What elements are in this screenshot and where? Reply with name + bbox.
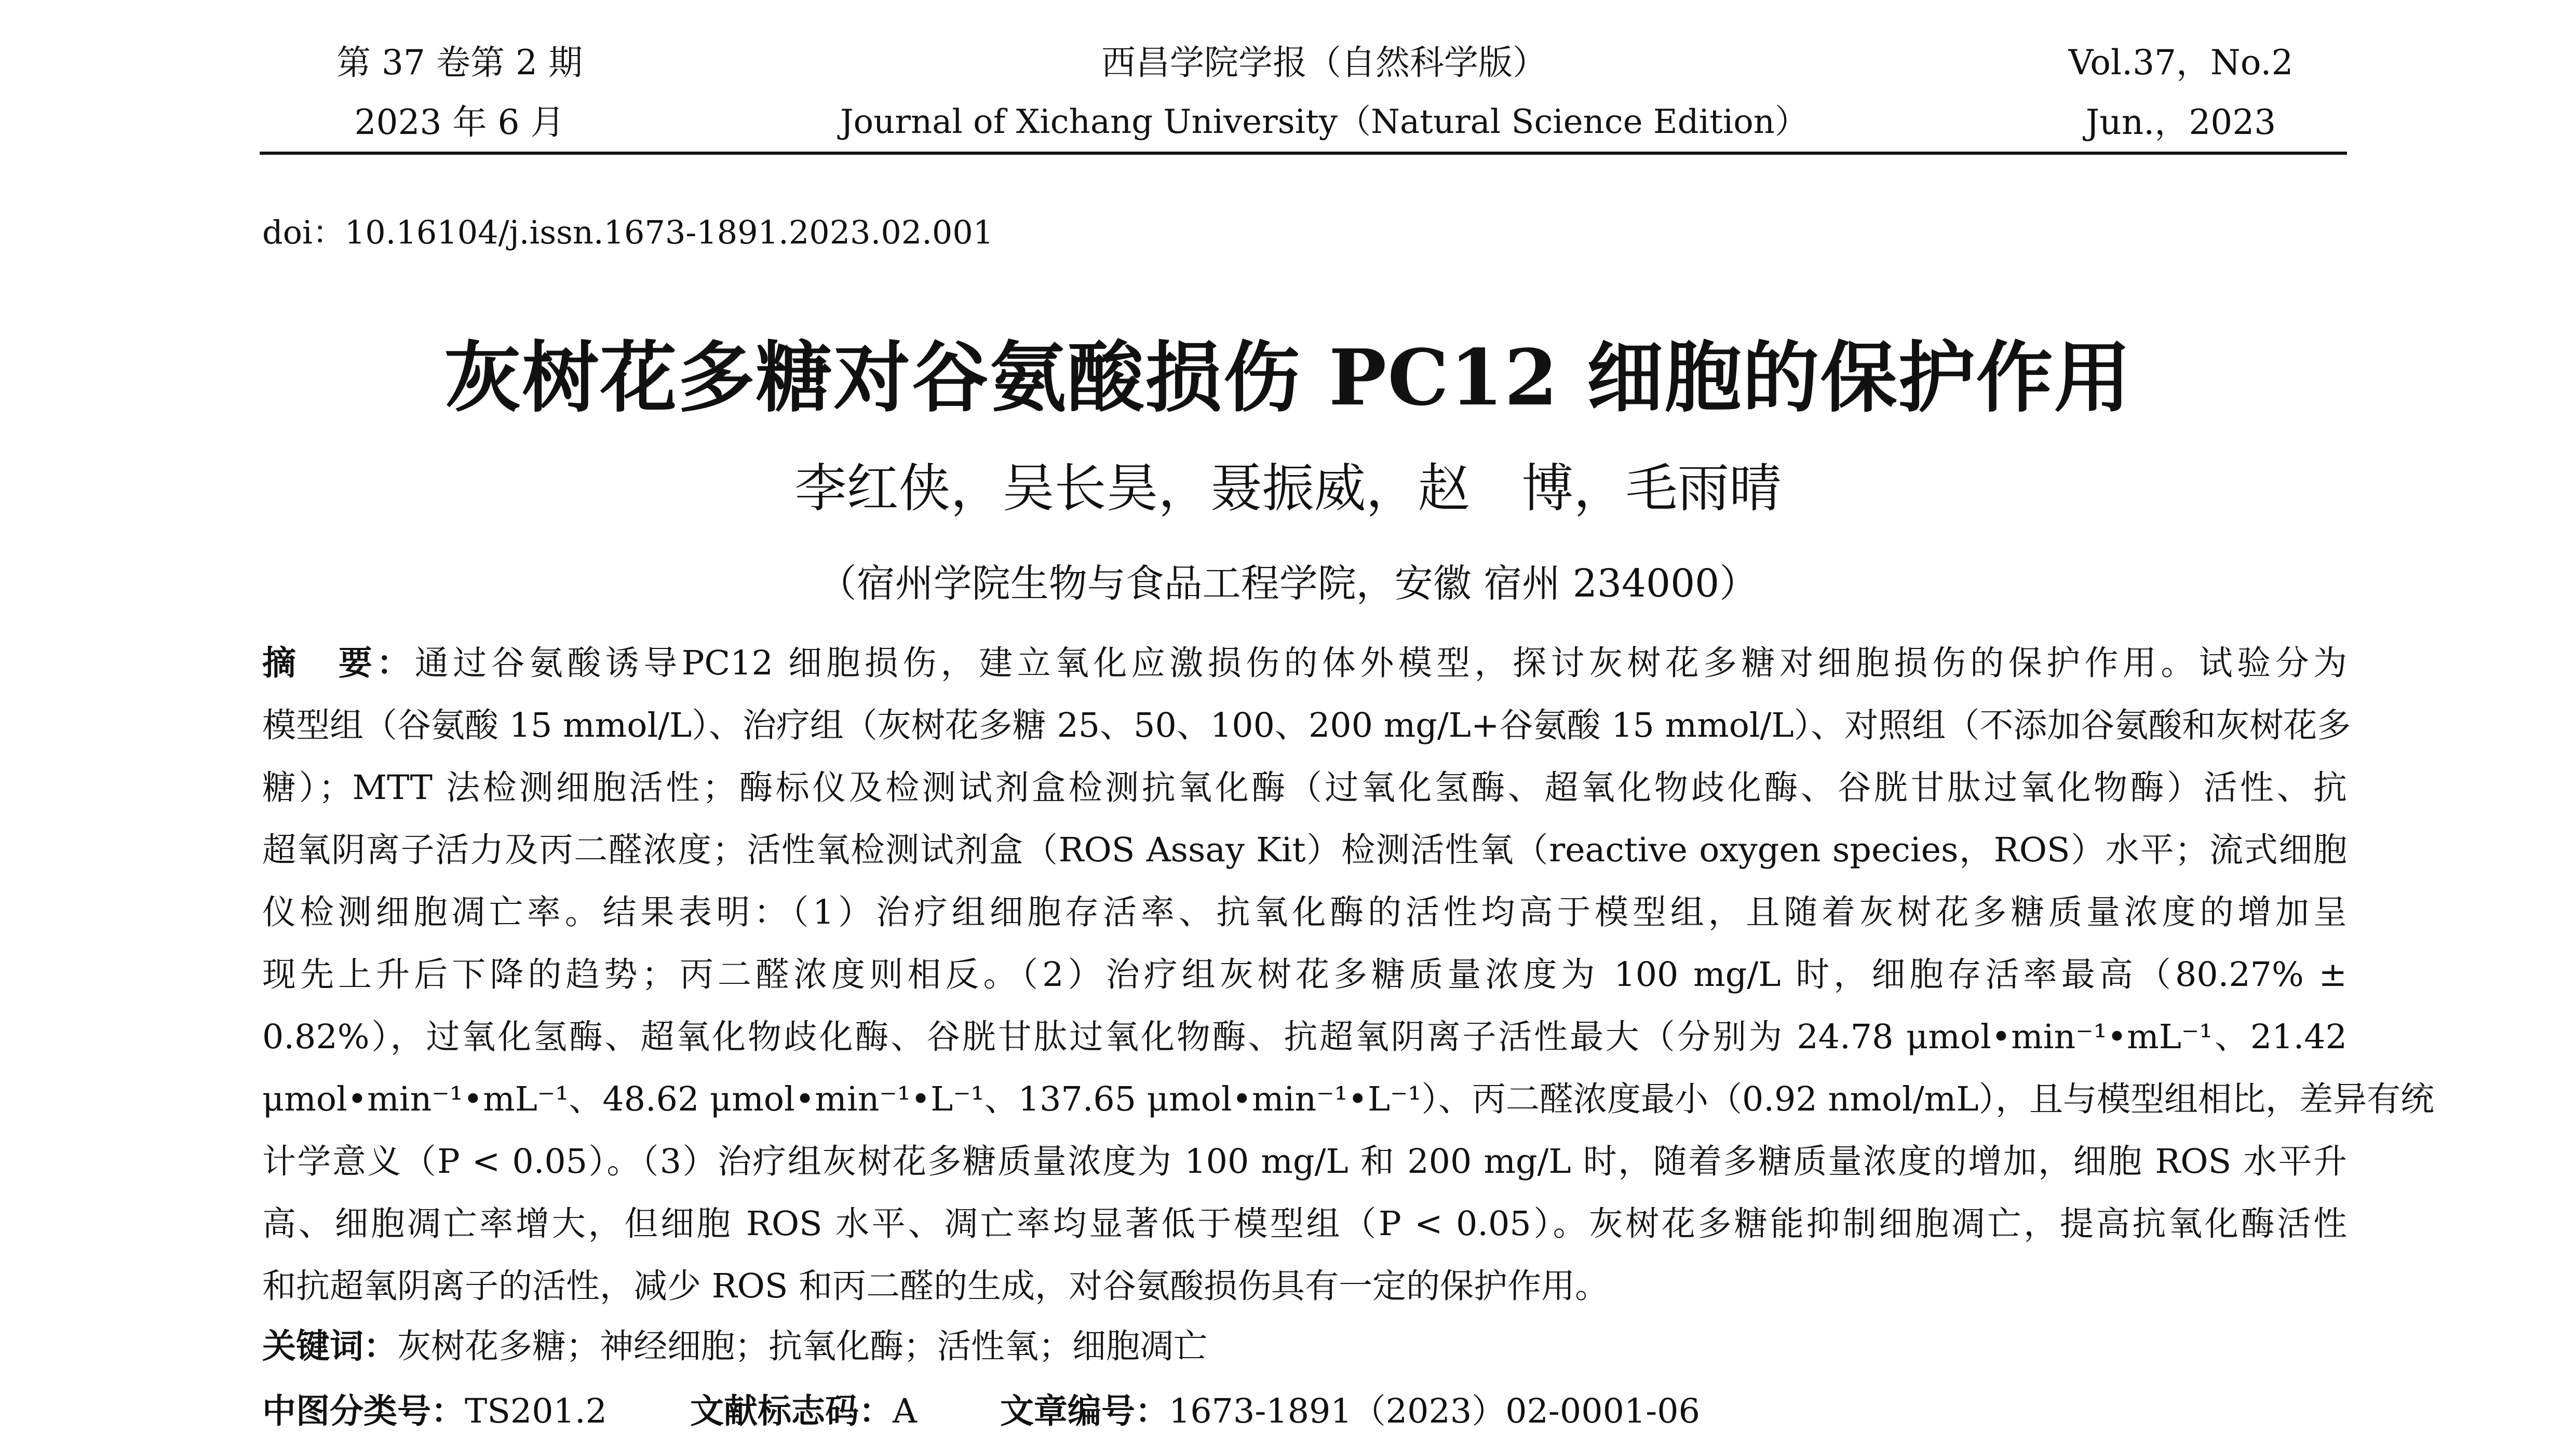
paper-title: 灰树花多糖对谷氨酸损伤 PC12 细胞的保护作用 [444, 332, 2132, 423]
header-volume-issue-en: Vol.37，No.2 [2068, 43, 2294, 83]
abstract-line: 计学意义（P < 0.05）。（3）治疗组灰树花多糖质量浓度为 100 mg/L 和 200 mg/L 时，随着多糖质量浓度的增加，细胞 ROS 水平升 [262, 1142, 2347, 1181]
authors: 李红侠，吴长昊，聂振威，赵 博，毛雨晴 [794, 458, 1782, 519]
header-rule [260, 152, 2347, 155]
doi: doi：10.16104/j.issn.1673-1891.2023.02.001 [262, 213, 994, 251]
keywords-value: 灰树花多糖；神经细胞；抗氧化酶；活性氧；细胞凋亡 [397, 1327, 1208, 1366]
header-date-cn: 2023 年 6 月 [354, 102, 565, 142]
affiliation: （宿州学院生物与食品工程学院，安徽 宿州 234000） [818, 561, 1758, 606]
abstract-line: 高、细胞凋亡率增大，但细胞 ROS 水平、凋亡率均显著低于模型组（P < 0.05）。灰树花多糖能抑制细胞凋亡，提高抗氧化酶活性 [262, 1204, 2347, 1243]
keywords [262, 1319, 1207, 1367]
header-date-en: Jun.，2023 [2085, 102, 2276, 142]
abstract-line: 超氧阴离子活力及丙二醛浓度；活性氧检测试剂盒（ROS Assay Kit）检测活性氧（reactive oxygen species，ROS）水平；流式细胞 [262, 831, 2347, 870]
article-no-label: 文章编号： [1000, 1392, 1169, 1431]
doc-code-label: 文献标志码： [690, 1392, 893, 1431]
keywords-label: 关键词： [262, 1327, 398, 1366]
abstract-line: 和抗超氧阴离子的活性，减少 ROS 和丙二醛的生成，对谷氨酸损伤具有一定的保护作用。 [262, 1267, 1609, 1306]
abstract-line: 糖）；MTT 法检测细胞活性；酶标仪及检测试剂盒检测抗氧化酶（过氧化氢酶、超氧化物歧化酶、谷胱甘肽过氧化物酶）活性、抗 [262, 768, 2347, 807]
header-journal-en: Journal of Xichang University（Natural Science Edition） [840, 103, 1809, 141]
clc-value: TS201.2 [465, 1392, 607, 1431]
abstract-line: 0.82%），过氧化氢酶、超氧化物歧化酶、谷胱甘肽过氧化物酶、抗超氧阴离子活性最大（分别为 24.78 μmol•min⁻¹•mL⁻¹、21.42 [262, 1018, 2347, 1057]
classification-line [262, 1384, 1700, 1432]
clc-label: 中图分类号： [262, 1392, 465, 1431]
abstract-line: 现先上升后下降的趋势；丙二醛浓度则相反。（2）治疗组灰树花多糖质量浓度为 100 mg/L 时，细胞存活率最高（80.27% ± [262, 955, 2347, 994]
abstract-label: 摘 要： [262, 644, 415, 683]
article-no-value: 1673-1891（2023）02-0001-06 [1168, 1392, 1700, 1431]
header-volume-issue-cn: 第 37 卷第 2 期 [336, 43, 583, 83]
abstract-text: 通过谷氨酸诱导PC12 细胞损伤，建立氧化应激损伤的体外模型，探讨灰树花多糖对细胞损伤的保护作用。试验分为 [414, 644, 2347, 683]
abstract-line: μmol•min⁻¹•mL⁻¹、48.62 μmol•min⁻¹•L⁻¹、137.65 μmol•min⁻¹•L⁻¹）、丙二醛浓度最小（0.92 nmol/mL），且与模型组相比，差异有统 [262, 1080, 2434, 1119]
abstract-line [262, 644, 2347, 683]
doc-code-value: A [893, 1392, 917, 1431]
abstract-line: 模型组（谷氨酸 15 mmol/L）、治疗组（灰树花多糖 25、50、100、200 mg/L+谷氨酸 15 mmol/L）、对照组（不添加谷氨酸和灰树花多 [262, 706, 2351, 745]
abstract-line: 仪检测细胞凋亡率。结果表明：（1）治疗组细胞存活率、抗氧化酶的活性均高于模型组，且随着灰树花多糖质量浓度的增加呈 [262, 893, 2347, 932]
header-journal-cn: 西昌学院学报（自然科学版） [1101, 43, 1547, 83]
